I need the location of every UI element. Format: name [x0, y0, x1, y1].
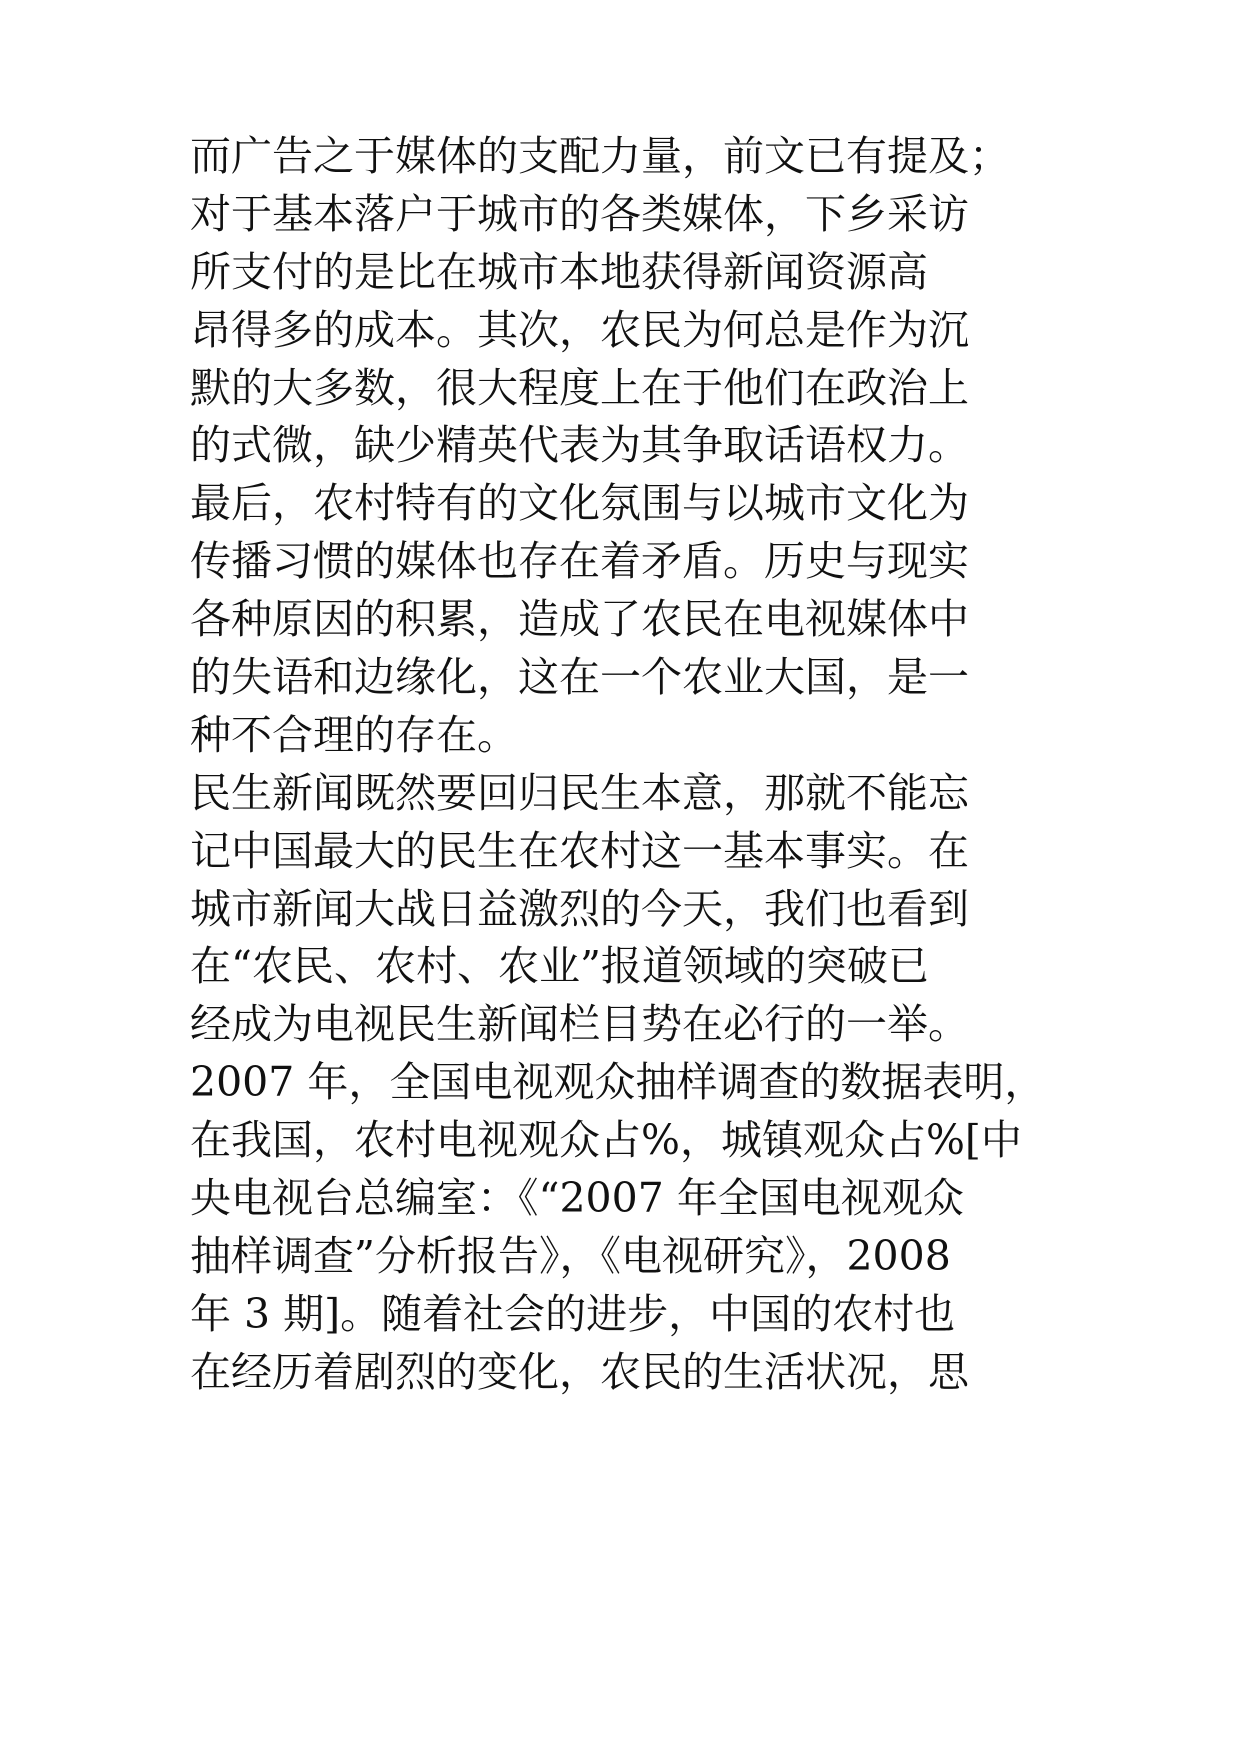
text-line: 年 3 期]。随着社会的进步，中国的农村也 — [190, 1289, 956, 1338]
text-line: 昂得多的成本。其次，农民为何总是作为沉 — [190, 305, 969, 354]
text-line: 传播习惯的媒体也存在着矛盾。历史与现实 — [190, 537, 969, 586]
text-line: 各种原因的积累，造成了农民在电视媒体中 — [190, 595, 969, 644]
text-line: 在我国，农村电视观众占%，城镇观众占%[中 — [190, 1116, 1022, 1165]
text-line: 2007 年，全国电视观众抽样调查的数据表明， — [190, 1058, 1046, 1107]
text-line: 城市新闻大战日益激烈的今天，我们也看到 — [190, 884, 969, 933]
text-line: 最后，农村特有的文化氛围与以城市文化为 — [190, 479, 969, 528]
text-line: 的式微，缺少精英代表为其争取话语权力。 — [190, 421, 969, 470]
text-line: 在经历着剧烈的变化，农民的生活状况，思 — [190, 1347, 969, 1396]
text-line: 的失语和边缘化，这在一个农业大国，是一 — [190, 653, 969, 702]
body-text — [190, 128, 1090, 1402]
text-line: 默的大多数，很大程度上在于他们在政治上 — [190, 363, 969, 412]
text-line: 所支付的是比在城市本地获得新闻资源高 — [190, 247, 928, 296]
text-line: 央电视台总编室：《“2007 年全国电视观众 — [190, 1174, 964, 1223]
text-line: 在“农民、农村、农业”报道领域的突破已 — [190, 942, 929, 991]
text-line: 抽样调查”分析报告》，《电视研究》，2008 — [190, 1231, 951, 1280]
text-line: 记中国最大的民生在农村这一基本事实。在 — [190, 826, 969, 875]
text-line: 对于基本落户于城市的各类媒体，下乡采访 — [190, 189, 969, 238]
text-line: 经成为电视民生新闻栏目势在必行的一举。 — [190, 1000, 969, 1049]
text-line: 种不合理的存在。 — [190, 710, 518, 759]
text-line: 而广告之于媒体的支配力量，前文已有提及； — [190, 132, 1010, 180]
text-line: 民生新闻既然要回归民生本意，那就不能忘 — [190, 768, 969, 817]
